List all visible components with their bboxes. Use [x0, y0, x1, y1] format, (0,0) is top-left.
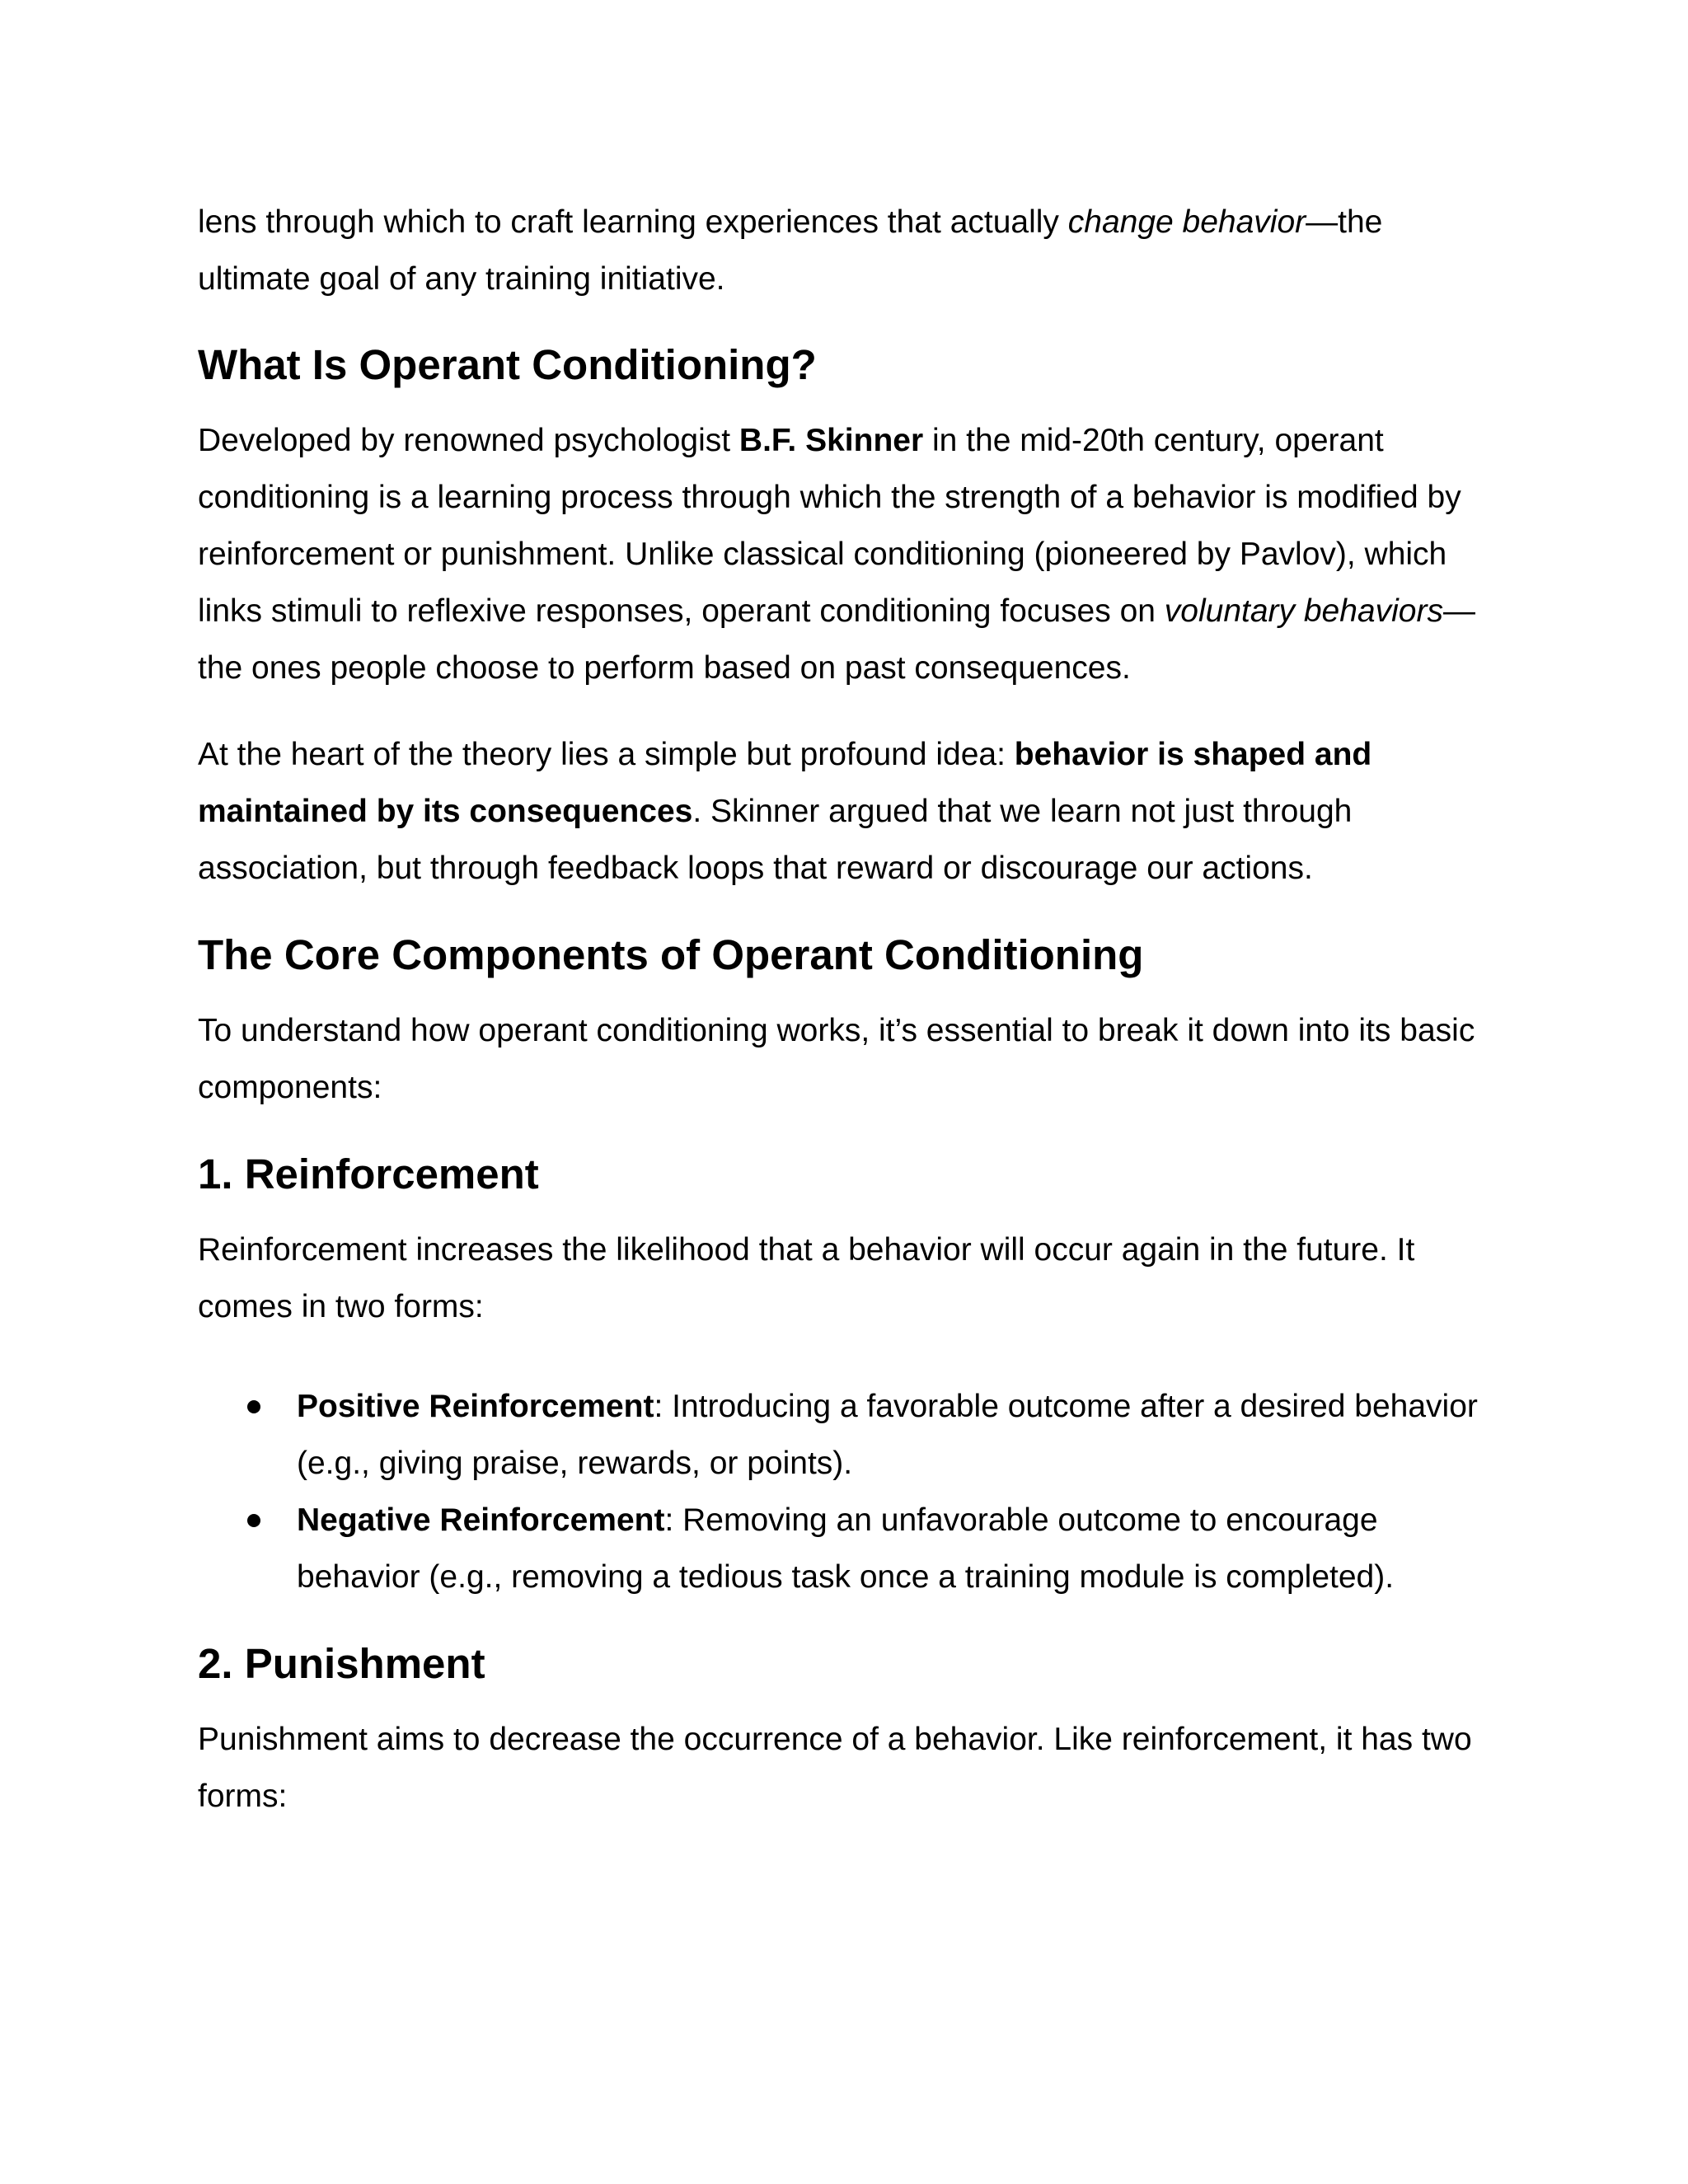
list-item-term: Positive Reinforcement: [297, 1389, 654, 1424]
list-item: [198, 1492, 1484, 1605]
intro-text-start: lens through which to craft learning experiences that actually: [198, 204, 1068, 240]
skinner-text-middle: in the mid-20th century, operant conditioning is a learning process through which the strength of a behavior is modified by reinforcement or punishment. Unlike classical conditioning (pioneered by Pavlov), which links stimuli to reflexive responses, operant conditioning focuses on: [198, 423, 1461, 629]
theory-key-idea: behavior is shaped and maintained by its consequences: [198, 737, 1372, 829]
heading-punishment: 2. Punishment: [198, 1640, 485, 1687]
reinforcement-list: [198, 1378, 1484, 1605]
voluntary-behaviors-emphasis: voluntary behaviors: [1164, 593, 1443, 629]
list-item-description: : Introducing a favorable outcome after a desired behavior (e.g., giving praise, rewards, or points).: [297, 1389, 1478, 1481]
intro-text-end: —the ultimate goal of any training initiative.: [198, 204, 1383, 297]
skinner-text-end: —the ones people choose to perform based on past consequences.: [198, 593, 1475, 686]
intro-paragraph: [198, 194, 1484, 307]
reinforcement-paragraph: Reinforcement increases the likelihood that a behavior will occur again in the future. It comes in two forms:: [198, 1232, 1415, 1324]
heading-what-is-operant-conditioning: What Is Operant Conditioning?: [198, 341, 817, 388]
punishment-paragraph: Punishment aims to decrease the occurrence of a behavior. Like reinforcement, it has two forms:: [198, 1722, 1472, 1814]
bullet-dot-icon: [247, 1514, 260, 1527]
bullet-dot-icon: [247, 1400, 260, 1413]
document-page: [198, 194, 1484, 1825]
heading-core-components: The Core Components of Operant Conditioning: [198, 931, 1144, 978]
list-item-term: Negative Reinforcement: [297, 1502, 665, 1538]
heading-reinforcement: 1. Reinforcement: [198, 1151, 539, 1197]
theory-text-end: . Skinner argued that we learn not just through association, but through feedback loops that reward or discourage our actions.: [198, 794, 1353, 886]
list-item-description: : Removing an unfavorable outcome to encourage behavior (e.g., removing a tedious task once a training module is completed).: [297, 1502, 1395, 1595]
theory-paragraph: [198, 726, 1484, 897]
list-item: [198, 1378, 1484, 1492]
skinner-text-start: Developed by renowned psychologist: [198, 423, 739, 458]
intro-emphasis: change behavior: [1067, 204, 1306, 240]
core-components-paragraph: To understand how operant conditioning works, it’s essential to break it down into its basic components:: [198, 1013, 1475, 1105]
skinner-name: B.F. Skinner: [738, 423, 924, 458]
theory-text-start: At the heart of the theory lies a simple but profound idea:: [198, 737, 1015, 772]
skinner-paragraph: [198, 412, 1484, 696]
